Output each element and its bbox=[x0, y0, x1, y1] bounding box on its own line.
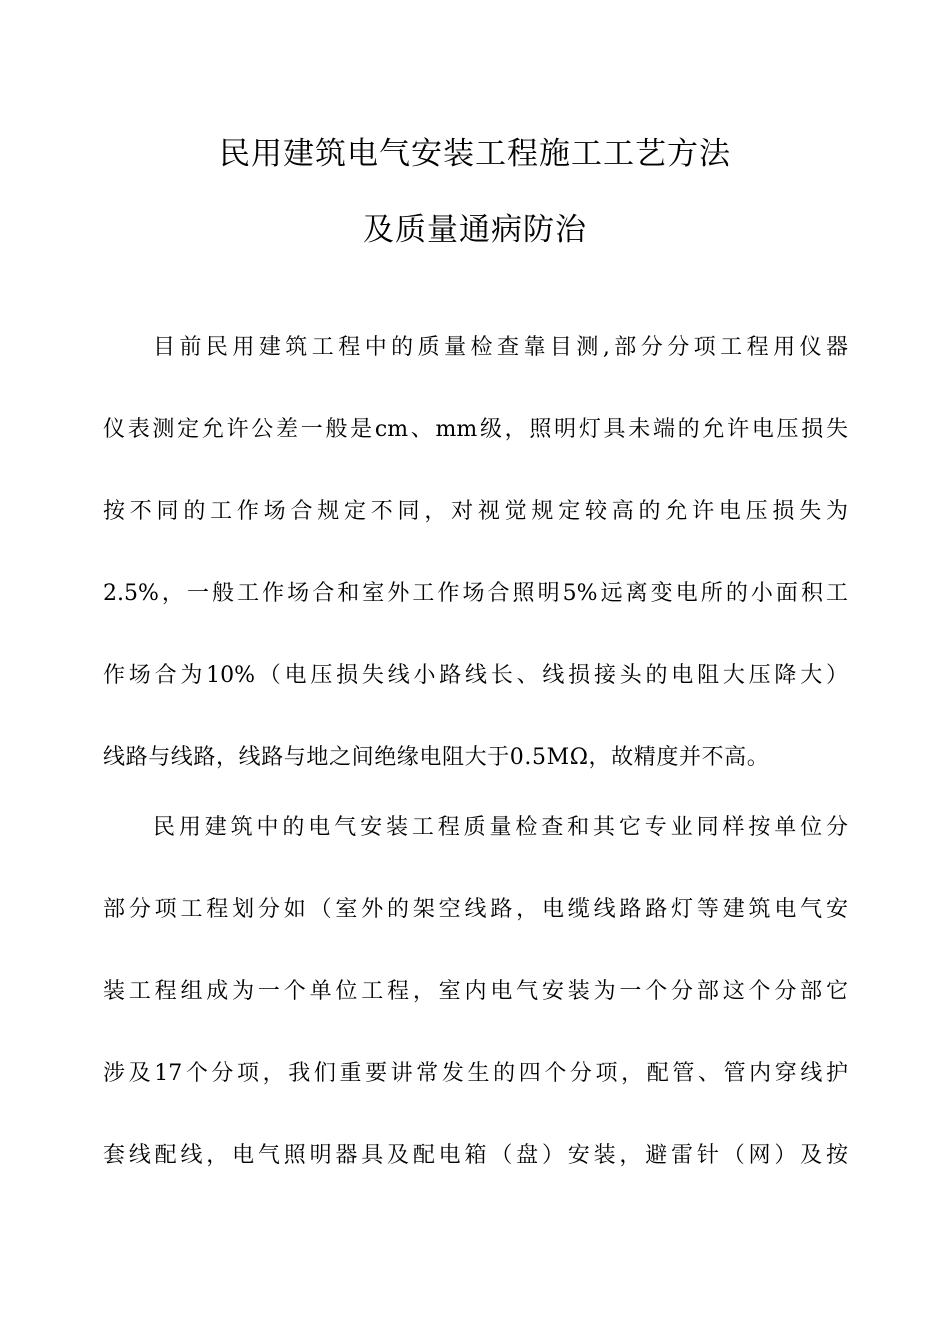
paragraph-line: 套线配线，电气照明器具及配电箱（盘）安装，避雷针（网）及按 bbox=[103, 1143, 848, 1168]
paragraph-line: 目前民用建筑工程中的质量检查靠目测,部分分项工程用仪器 bbox=[153, 335, 848, 360]
paragraph-line: 2.5%，一般工作场合和室外工作场合照明5%远离变电所的小面积工 bbox=[103, 581, 848, 606]
paragraph-line: 装工程组成为一个单位工程，室内电气安装为一个分部这个分部它 bbox=[103, 979, 848, 1004]
document-title-line-2: 及质量通病防治 bbox=[363, 212, 587, 248]
document-title-line-1: 民用建筑电气安装工程施工工艺方法 bbox=[219, 136, 731, 172]
paragraph-line: 部分项工程划分如（室外的架空线路，电缆线路路灯等建筑电气安 bbox=[103, 897, 848, 922]
paragraph-line: 线路与线路，线路与地之间绝缘电阻大于0.5MΩ，故精度并不高。 bbox=[103, 745, 770, 770]
paragraph-line: 民用建筑中的电气安装工程质量检查和其它专业同样按单位分 bbox=[153, 815, 848, 840]
paragraph-line: 仪表测定允许公差一般是cm、mm级，照明灯具未端的允许电压损失 bbox=[103, 417, 848, 442]
paragraph-line: 涉及17个分项，我们重要讲常发生的四个分项，配管、管内穿线护 bbox=[103, 1061, 848, 1086]
paragraph-line: 按不同的工作场合规定不同，对视觉规定较高的允许电压损失为 bbox=[103, 499, 848, 524]
paragraph-line: 作场合为10%（电压损失线小路线长、线损接头的电阻大压降大） bbox=[103, 663, 848, 688]
